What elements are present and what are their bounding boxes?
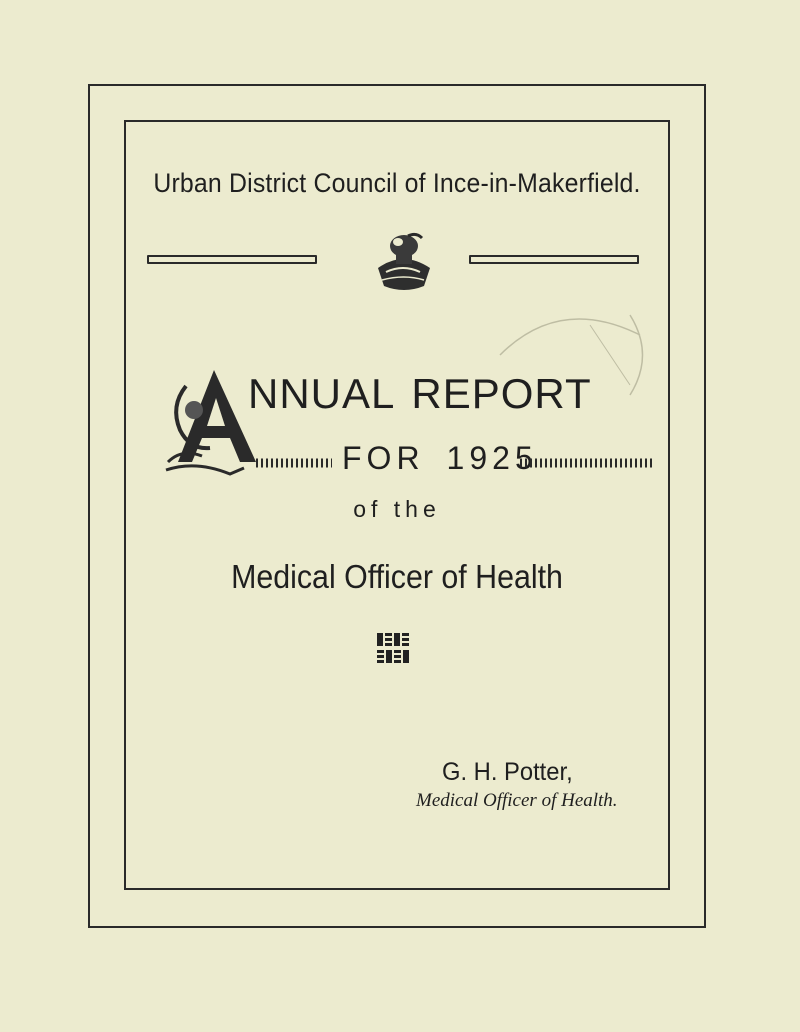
author-title: Medical Officer of Health. [416, 790, 618, 811]
council-heading: Urban District Council of Ince-in-Makerfield. [153, 168, 641, 198]
title-word-annual: NNUAL [248, 370, 396, 417]
left-rule [147, 255, 317, 264]
right-rule [469, 255, 639, 264]
for-label: FOR [342, 440, 425, 476]
for-year-row [256, 440, 656, 480]
title-word-report: REPORT [411, 370, 592, 417]
right-dotted-rule [520, 458, 660, 468]
block-ornament-icon [376, 631, 410, 665]
report-subject: Medical Officer of Health [231, 558, 563, 595]
annual-report-title [248, 370, 592, 418]
of-the-text: of the [353, 496, 441, 522]
left-dotted-rule [256, 458, 332, 468]
council-crest-icon [368, 228, 438, 292]
report-year: 1925 [446, 440, 538, 476]
author-name: G. H. Potter, [442, 758, 573, 786]
for-year-text [342, 440, 538, 477]
